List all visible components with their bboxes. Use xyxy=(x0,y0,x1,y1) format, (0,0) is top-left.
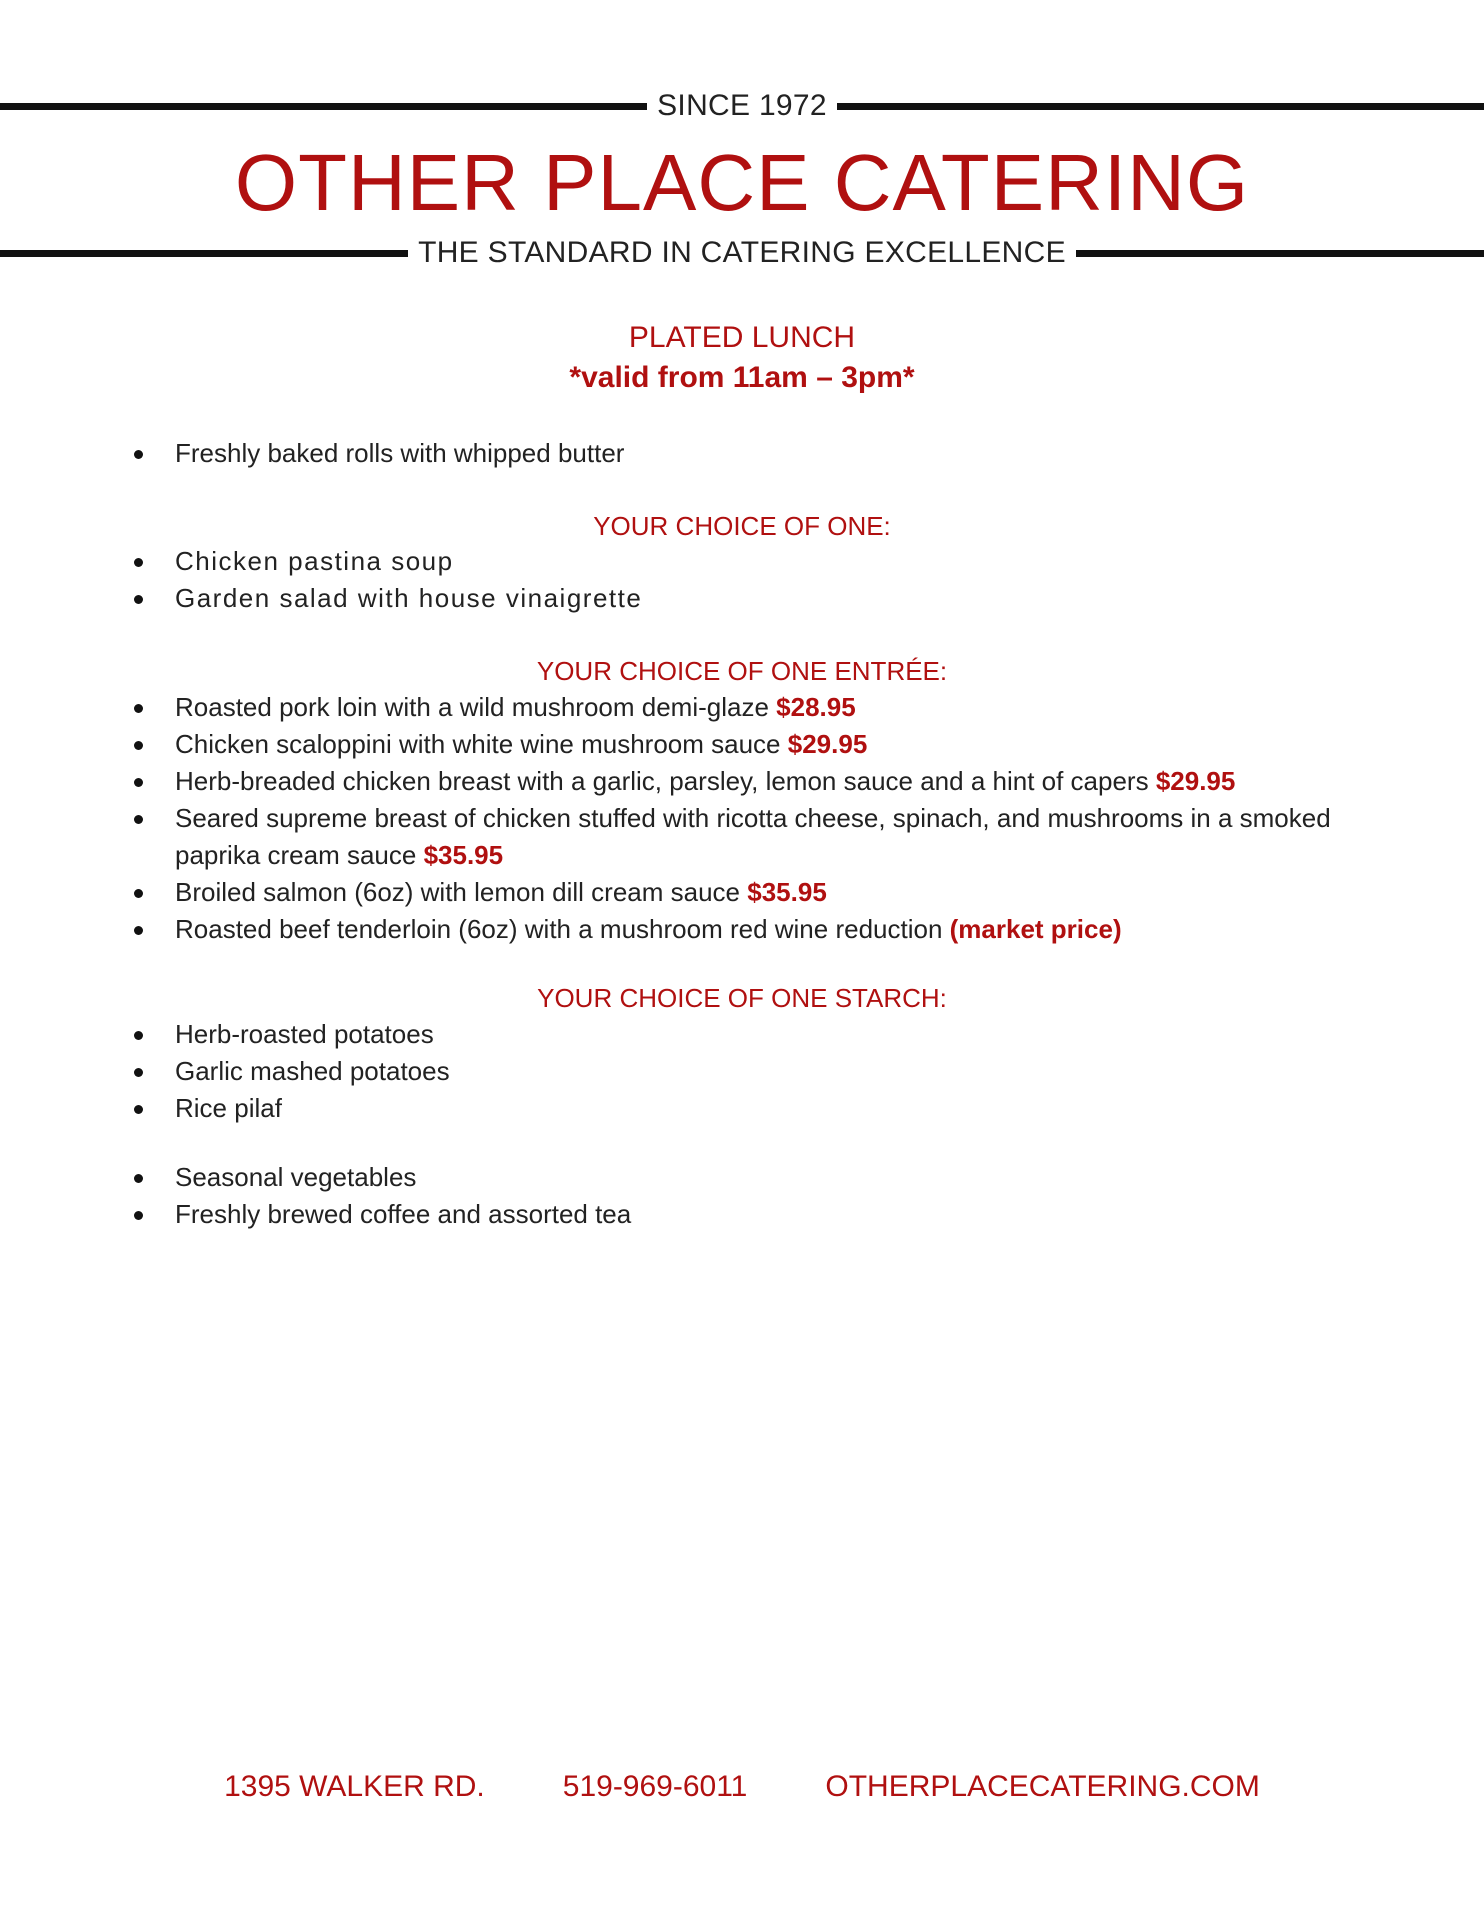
menu-validity: *valid from 11am – 3pm* xyxy=(569,361,915,394)
entree-price: $35.95 xyxy=(423,840,504,870)
list-item: Garlic mashed potatoes xyxy=(130,1053,1370,1090)
list-item: Rice pilaf xyxy=(130,1090,1370,1127)
tagline-label: THE STANDARD IN CATERING EXCELLENCE xyxy=(418,236,1066,269)
entree-price: $29.95 xyxy=(1155,766,1236,796)
entree-price: (market price) xyxy=(949,914,1122,944)
entree-item xyxy=(130,763,1370,800)
entree-price: $29.95 xyxy=(787,729,868,759)
tagline-row xyxy=(0,236,1484,270)
entree-item xyxy=(130,800,1370,874)
included-top-list xyxy=(130,435,1370,472)
entree-list xyxy=(130,689,1370,948)
menu-title: PLATED LUNCH xyxy=(628,321,856,354)
list-item: Freshly brewed coffee and assorted tea xyxy=(130,1196,1370,1233)
entree-name: Roasted beef tenderloin (6oz) with a mushroom red wine reduction xyxy=(175,914,943,944)
entree-name: Chicken scaloppini with white wine mushroom sauce xyxy=(175,729,781,759)
tagline-rule-right xyxy=(1076,250,1484,257)
list-item: Chicken pastina soup xyxy=(130,543,1370,580)
starch-list xyxy=(130,1016,1370,1127)
entree-item xyxy=(130,726,1370,763)
entree-price: $28.95 xyxy=(776,692,856,722)
footer-website: OTHERPLACECATERING.COM xyxy=(825,1770,1260,1803)
header-rule-right xyxy=(837,103,1484,110)
list-item: Herb-roasted potatoes xyxy=(130,1016,1370,1053)
entree-name: Roasted pork loin with a wild mushroom demi-glaze xyxy=(175,692,769,722)
list-item: Seasonal vegetables xyxy=(130,1159,1370,1196)
brand-title: OTHER PLACE CATERING xyxy=(234,138,1250,227)
entree-name: Herb-breaded chicken breast with a garlic, parsley, lemon sauce and a hint of capers xyxy=(175,766,1149,796)
since-row xyxy=(0,89,1484,123)
entree-name: Broiled salmon (6oz) with lemon dill cream sauce xyxy=(175,877,741,907)
entree-name: Seared supreme breast of chicken stuffed with ricotta cheese, spinach, and mushrooms in a smoked paprika cream sauce xyxy=(175,803,1331,870)
entree-item xyxy=(130,874,1370,911)
choice-list xyxy=(130,543,1370,617)
choice-heading: YOUR CHOICE OF ONE: xyxy=(593,511,891,541)
entree-item xyxy=(130,911,1370,948)
footer-phone: 519-969-6011 xyxy=(562,1770,748,1803)
entree-price: $35.95 xyxy=(747,877,827,907)
starch-heading: YOUR CHOICE OF ONE STARCH: xyxy=(537,983,947,1013)
entree-heading: YOUR CHOICE OF ONE ENTRÉE: xyxy=(536,656,948,686)
footer-address: 1395 WALKER RD. xyxy=(224,1770,485,1803)
entree-item xyxy=(130,689,1370,726)
header-rule-left xyxy=(0,103,647,110)
since-label: SINCE 1972 xyxy=(657,89,827,122)
list-item: Garden salad with house vinaigrette xyxy=(130,580,1370,617)
footer-contact xyxy=(0,1767,1484,1807)
tagline-rule-left xyxy=(0,250,408,257)
extras-list xyxy=(130,1159,1370,1233)
list-item: Freshly baked rolls with whipped butter xyxy=(130,435,1370,472)
